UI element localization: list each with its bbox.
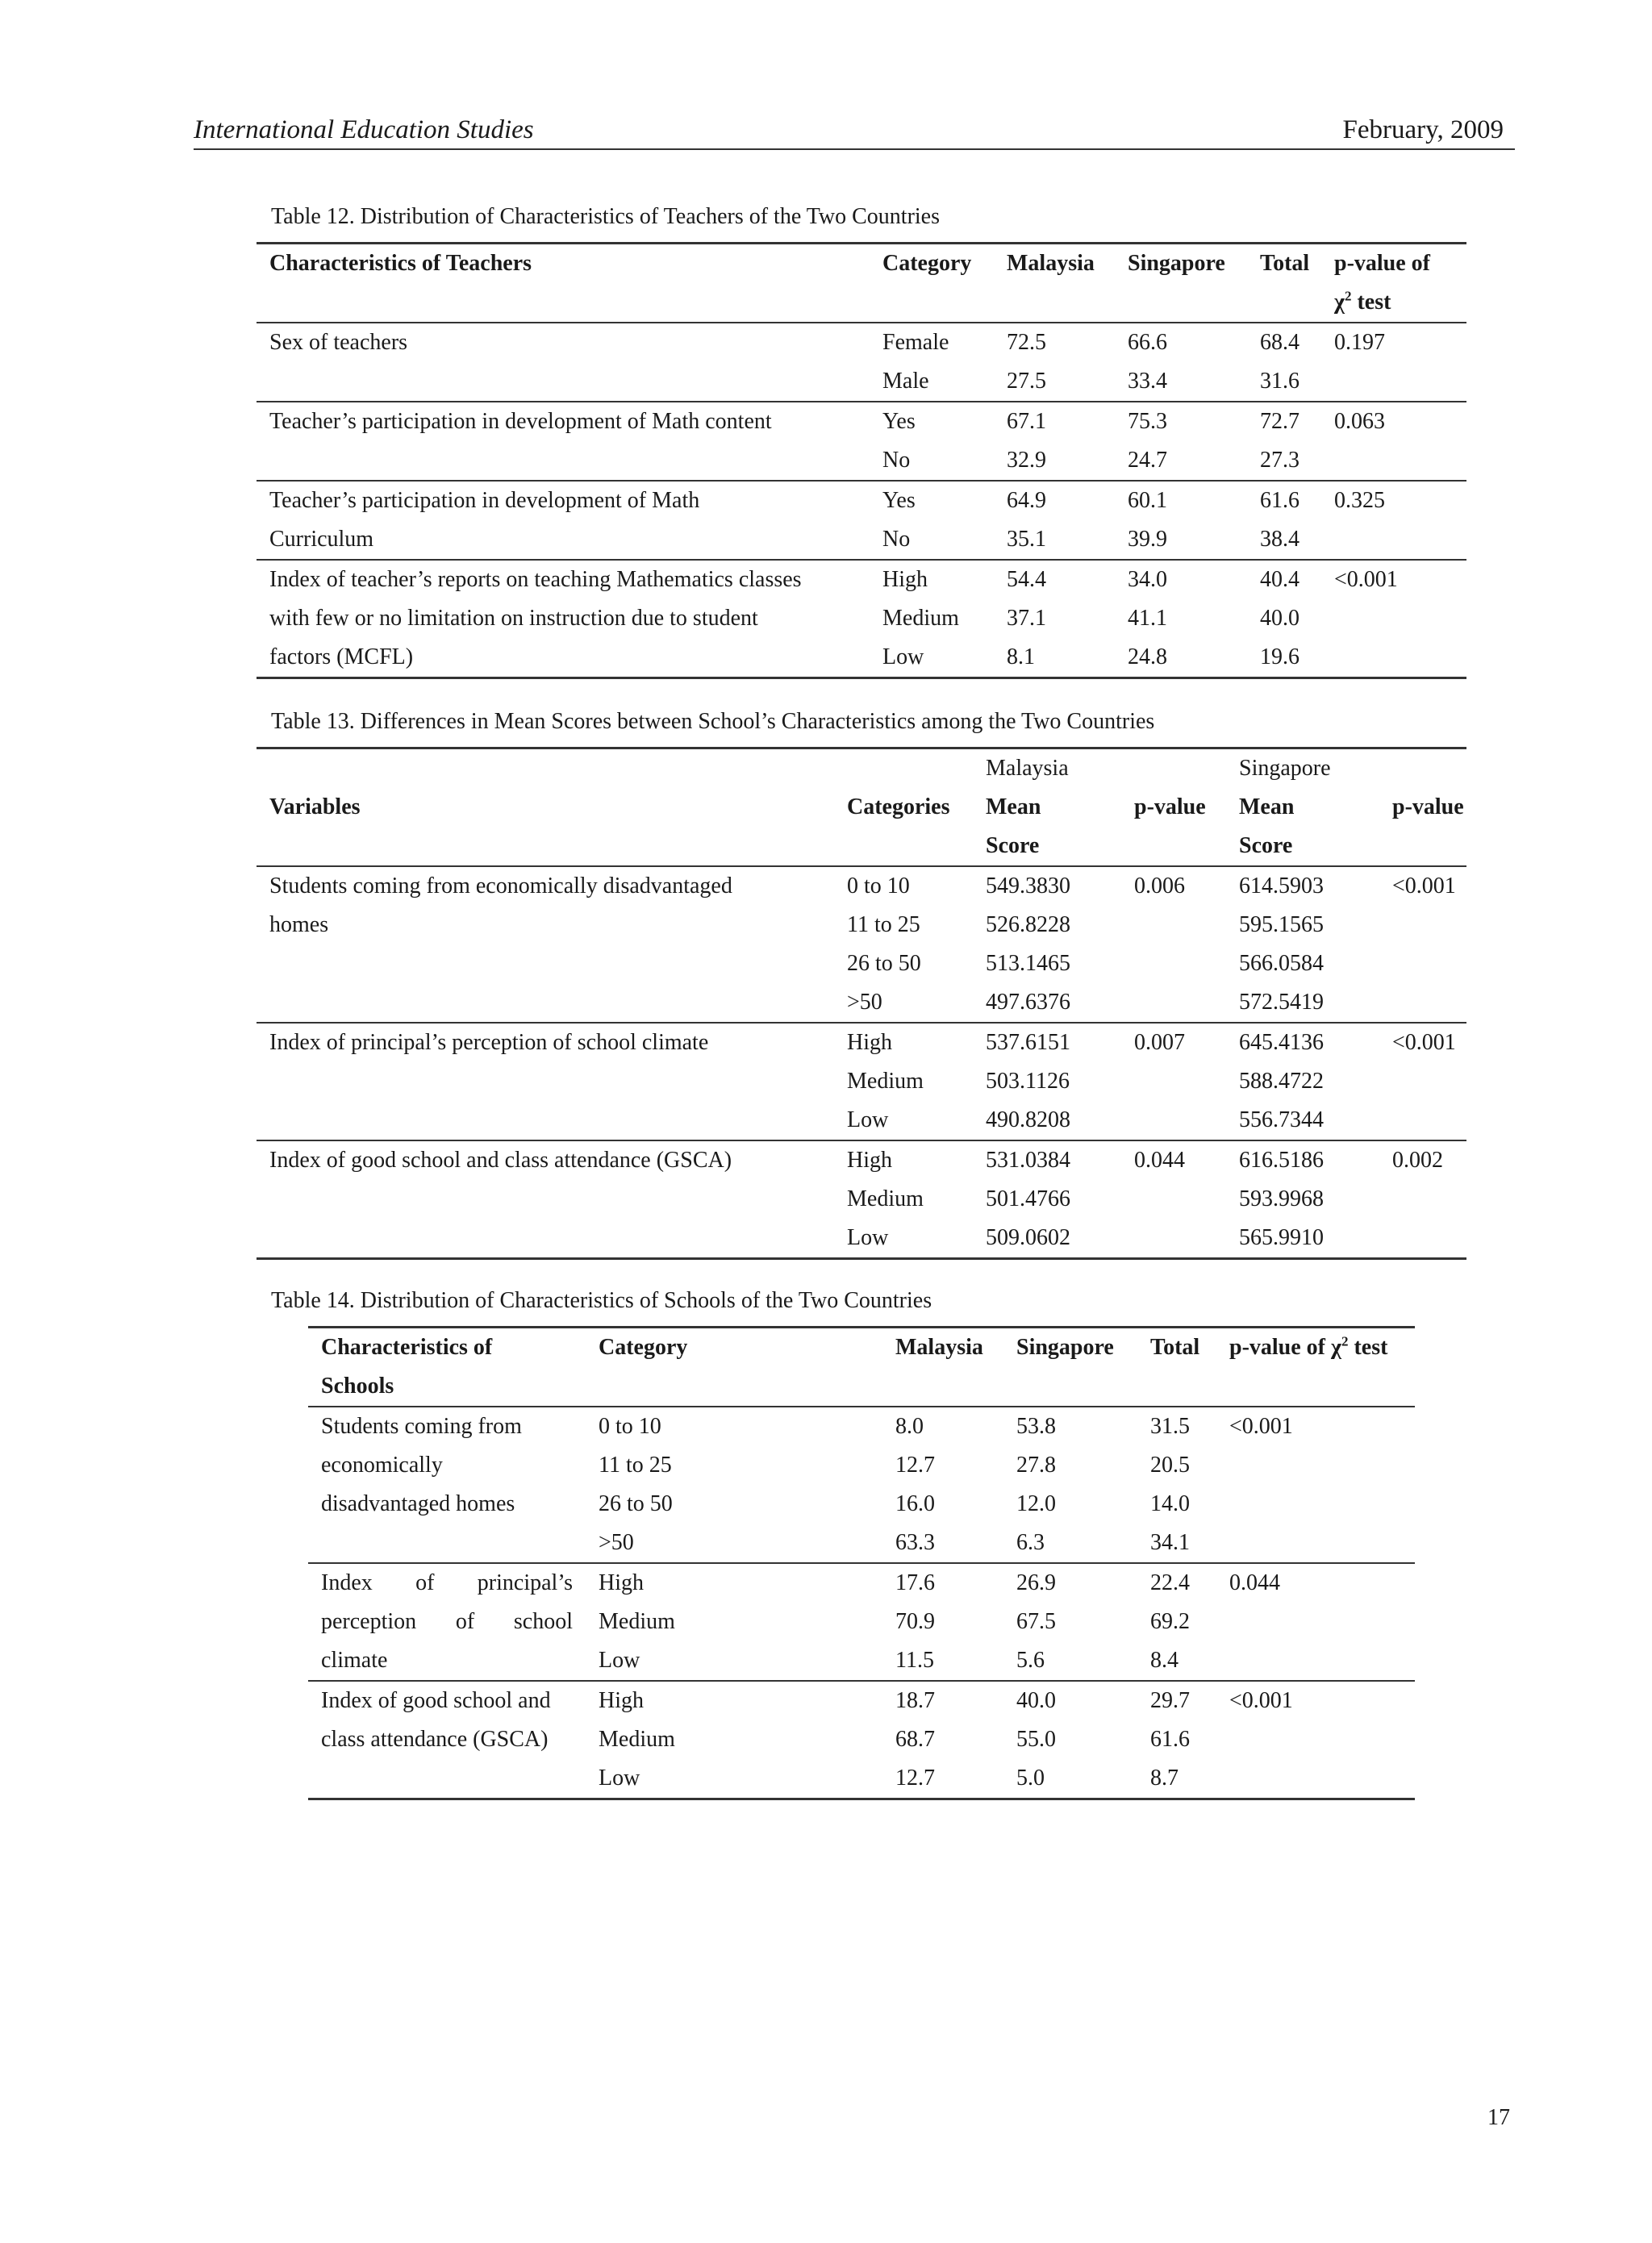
value-cell: [1379, 944, 1466, 983]
col-header: Total: [1260, 251, 1310, 276]
value-cell: 572.5419: [1239, 990, 1324, 1015]
value-cell: 497.6376: [986, 990, 1070, 1015]
category-cell: 11 to 25: [847, 912, 920, 937]
value-cell: 490.8208: [986, 1107, 1070, 1132]
table-row: [257, 520, 1466, 560]
value-cell: 6.3: [1016, 1530, 1045, 1555]
col-header: Malaysia: [1007, 251, 1095, 276]
category-cell: 26 to 50: [599, 1491, 673, 1516]
category-cell: 0 to 10: [847, 873, 910, 898]
value-cell: 22.4: [1137, 1563, 1216, 1603]
table-12: [257, 242, 1466, 679]
value-cell: [1216, 1759, 1415, 1799]
row-label: perception of school: [321, 1609, 573, 1634]
category-cell: Medium: [847, 1186, 924, 1211]
value-cell: 16.0: [895, 1491, 935, 1516]
category-cell: Medium: [599, 1727, 675, 1752]
category-cell: High: [586, 1563, 882, 1603]
category-cell: >50: [847, 990, 882, 1015]
table-13-body: [257, 866, 1466, 1259]
value-cell: 588.4722: [1239, 1069, 1324, 1094]
value-cell: 5.6: [1016, 1648, 1045, 1673]
category-cell: Medium: [599, 1609, 675, 1634]
value-cell: 40.0: [1260, 606, 1299, 631]
value-cell: 593.9968: [1239, 1186, 1324, 1211]
value-cell: 67.5: [1016, 1609, 1056, 1634]
value-cell: 35.1: [1007, 527, 1046, 552]
value-cell: 75.3: [1115, 402, 1247, 441]
row-label: factors (MCFL): [269, 644, 414, 669]
value-cell: 645.4136: [1226, 1023, 1379, 1062]
value-cell: [1321, 441, 1466, 481]
table-row: [257, 1023, 1466, 1062]
value-cell: 503.1126: [986, 1069, 1070, 1094]
value-cell: 12.7: [895, 1766, 935, 1791]
row-label: with few or no limitation on instruction due to student: [269, 606, 758, 631]
row-label: economically: [321, 1453, 443, 1478]
row-label: class attendance (GSCA): [321, 1727, 549, 1752]
category-cell: High: [834, 1140, 973, 1180]
value-cell: 537.6151: [973, 1023, 1121, 1062]
value-cell: [1379, 906, 1466, 944]
table-13-caption: Table 13. Differences in Mean Scores between School’s Characteristics among the Two Countries: [271, 709, 1155, 734]
category-cell: 26 to 50: [847, 951, 921, 976]
table-row: [257, 866, 1466, 906]
value-cell: 12.0: [1016, 1491, 1056, 1516]
value-cell: 27.5: [1007, 369, 1046, 394]
value-cell: <0.001: [1216, 1681, 1415, 1720]
row-label: Sex of teachers: [269, 330, 408, 355]
col-header: Schools: [321, 1374, 394, 1399]
col-header: Characteristics of: [321, 1335, 493, 1360]
value-cell: 24.8: [1128, 644, 1167, 669]
col-header: Singapore: [1016, 1335, 1114, 1360]
col-header: p-value: [1134, 794, 1206, 819]
category-cell: 0 to 10: [599, 1414, 661, 1439]
value-cell: 12.7: [895, 1453, 935, 1478]
row-label: Index of principal’s perception of school climate: [257, 1023, 834, 1062]
value-cell: 38.4: [1260, 527, 1299, 552]
category-cell: High: [834, 1023, 973, 1062]
value-cell: 19.6: [1260, 644, 1299, 669]
value-cell: [1121, 1180, 1226, 1219]
table-14-block: [257, 1287, 1415, 1800]
value-cell: 69.2: [1150, 1609, 1190, 1634]
value-cell: [1321, 599, 1466, 638]
row-label: Teacher’s participation in development of Math: [257, 481, 870, 520]
category-cell: Low: [847, 1107, 889, 1132]
col-header-singapore: Singapore: [1239, 756, 1331, 781]
table-row: [257, 638, 1466, 678]
category-cell: Low: [882, 644, 924, 669]
col-header: Malaysia: [895, 1335, 983, 1360]
value-cell: 40.4: [1247, 560, 1321, 599]
value-cell: 0.007: [1121, 1023, 1226, 1062]
category-cell: >50: [599, 1530, 634, 1555]
table-row: [308, 1603, 1415, 1641]
table-row: [308, 1407, 1415, 1446]
row-label: climate: [321, 1648, 388, 1673]
value-cell: 31.5: [1150, 1414, 1190, 1439]
col-header: p-value of: [1334, 251, 1430, 276]
col-header: Characteristics of Teachers: [269, 251, 532, 276]
col-header: p-value: [1392, 794, 1464, 819]
row-label: [257, 1101, 834, 1140]
value-cell: 8.4: [1150, 1648, 1179, 1673]
value-cell: 17.6: [882, 1563, 1003, 1603]
value-cell: 0.006: [1134, 873, 1185, 898]
table-row: [257, 560, 1466, 599]
row-label: [257, 944, 834, 983]
value-cell: 526.8228: [986, 912, 1070, 937]
col-header: Variables: [269, 794, 361, 819]
value-cell: 549.3830: [986, 873, 1070, 898]
value-cell: 0.044: [1216, 1563, 1415, 1603]
row-label: disadvantaged homes: [321, 1491, 515, 1516]
value-cell: 566.0584: [1239, 951, 1324, 976]
value-cell: 66.6: [1128, 330, 1167, 355]
table-row: [308, 1681, 1415, 1720]
value-cell: [1379, 1101, 1466, 1140]
row-label: Index of good school and: [308, 1681, 586, 1720]
row-label: homes: [269, 912, 329, 937]
table-row: [257, 944, 1466, 983]
table-row: [257, 1101, 1466, 1140]
col-header-malaysia: Malaysia: [986, 756, 1069, 781]
category-cell: 11 to 25: [599, 1453, 672, 1478]
value-cell: <0.001: [1321, 560, 1466, 599]
value-cell: 63.3: [895, 1530, 935, 1555]
col-header: Mean: [986, 794, 1041, 819]
value-cell: 41.1: [1128, 606, 1167, 631]
value-cell: [1121, 1062, 1226, 1101]
category-cell: Male: [882, 369, 929, 394]
value-cell: 501.4766: [986, 1186, 1070, 1211]
value-cell: [1379, 983, 1466, 1023]
value-cell: 32.9: [1007, 448, 1046, 473]
row-label: [257, 1219, 834, 1259]
table-14-body: [308, 1407, 1415, 1799]
table-row: [257, 362, 1466, 402]
col-header-chi-square: $\chi^2$ test: [1334, 288, 1391, 315]
value-cell: <0.001: [1379, 1023, 1466, 1062]
value-cell: 0.002: [1379, 1140, 1466, 1180]
category-cell: Medium: [882, 606, 959, 631]
table-row: [257, 1062, 1466, 1101]
row-label: Teacher’s participation in development of Math content: [257, 402, 870, 441]
value-cell: [1121, 906, 1226, 944]
value-cell: [1216, 1720, 1415, 1759]
value-cell: 37.1: [1007, 606, 1046, 631]
category-cell: No: [882, 527, 911, 552]
value-cell: 565.9910: [1239, 1225, 1324, 1250]
value-cell: 5.0: [1016, 1766, 1045, 1791]
col-header: Mean: [1239, 794, 1295, 819]
value-cell: [1216, 1524, 1415, 1563]
col-header: Score: [986, 833, 1040, 858]
value-cell: 40.0: [1003, 1681, 1137, 1720]
table-row: [257, 1219, 1466, 1259]
value-cell: 54.4: [994, 560, 1115, 599]
category-cell: Low: [847, 1225, 889, 1250]
value-cell: 61.6: [1247, 481, 1321, 520]
table-row: [308, 1759, 1415, 1799]
issue-date: February, 2009: [1342, 115, 1504, 144]
table-row: [257, 906, 1466, 944]
value-cell: [1379, 1219, 1466, 1259]
row-label: Curriculum: [269, 527, 374, 552]
value-cell: [1321, 362, 1466, 402]
value-cell: [1216, 1641, 1415, 1681]
value-cell: [1216, 1485, 1415, 1524]
value-cell: [1379, 1062, 1466, 1101]
row-label: Index of principal’s: [308, 1563, 586, 1603]
value-cell: 67.1: [994, 402, 1115, 441]
category-cell: Yes: [870, 481, 994, 520]
value-cell: <0.001: [1392, 873, 1456, 898]
value-cell: 55.0: [1016, 1727, 1056, 1752]
row-label: Students coming from: [321, 1414, 522, 1439]
table-14-caption: Table 14. Distribution of Characteristics of Schools of the Two Countries: [271, 1288, 932, 1313]
col-header: Category: [599, 1335, 688, 1360]
category-cell: Low: [599, 1648, 640, 1673]
value-cell: 513.1465: [986, 951, 1070, 976]
value-cell: [1121, 983, 1226, 1023]
row-label: [257, 983, 834, 1023]
value-cell: 595.1565: [1239, 912, 1324, 937]
value-cell: 614.5903: [1239, 873, 1324, 898]
value-cell: 556.7344: [1239, 1107, 1324, 1132]
value-cell: 72.7: [1247, 402, 1321, 441]
value-cell: 68.4: [1260, 330, 1299, 355]
value-cell: [1216, 1603, 1415, 1641]
value-cell: 0.063: [1321, 402, 1466, 441]
table-row: [257, 983, 1466, 1023]
category-cell: Low: [599, 1766, 640, 1791]
row-label: [308, 1524, 586, 1563]
page-number: 17: [1487, 2105, 1510, 2130]
table-row: [257, 481, 1466, 520]
table-row: [257, 1180, 1466, 1219]
value-cell: 29.7: [1137, 1681, 1216, 1720]
col-header: Singapore: [1128, 251, 1225, 276]
value-cell: 0.325: [1321, 481, 1466, 520]
value-cell: 0.044: [1121, 1140, 1226, 1180]
table-13-block: [257, 708, 1466, 1260]
value-cell: 11.5: [895, 1648, 934, 1673]
value-cell: 34.1: [1150, 1530, 1190, 1555]
category-cell: No: [882, 448, 911, 473]
value-cell: 8.7: [1150, 1766, 1179, 1791]
col-header: Categories: [847, 794, 950, 819]
table-row: [257, 441, 1466, 481]
value-cell: [1379, 1180, 1466, 1219]
row-label: Index of good school and class attendance (GSCA): [257, 1140, 834, 1180]
table-row: [308, 1524, 1415, 1563]
value-cell: 616.5186: [1226, 1140, 1379, 1180]
value-cell: 20.5: [1150, 1453, 1190, 1478]
table-12-caption: Table 12. Distribution of Characteristics of Teachers of the Two Countries: [271, 204, 940, 229]
value-cell: [1121, 1101, 1226, 1140]
value-cell: 0.197: [1334, 330, 1385, 355]
value-cell: 39.9: [1128, 527, 1167, 552]
value-cell: 8.0: [895, 1414, 924, 1439]
value-cell: <0.001: [1229, 1414, 1293, 1439]
value-cell: 14.0: [1150, 1491, 1190, 1516]
value-cell: 70.9: [895, 1609, 935, 1634]
table-row: [257, 599, 1466, 638]
category-cell: Female: [882, 330, 949, 355]
category-cell: Yes: [870, 402, 994, 441]
value-cell: [1321, 520, 1466, 560]
table-row: [257, 323, 1466, 362]
value-cell: [1121, 944, 1226, 983]
col-header-chi-square: p-value of $\chi^2$ test: [1229, 1333, 1388, 1360]
table-12-body: [257, 323, 1466, 678]
value-cell: [1121, 1219, 1226, 1259]
col-header: Score: [1239, 833, 1293, 858]
value-cell: 27.8: [1016, 1453, 1056, 1478]
value-cell: 68.7: [895, 1727, 935, 1752]
table-row: [257, 1140, 1466, 1180]
category-cell: High: [870, 560, 994, 599]
col-header: Category: [882, 251, 972, 276]
running-header: [194, 111, 1515, 150]
value-cell: 31.6: [1260, 369, 1299, 394]
value-cell: 33.4: [1128, 369, 1167, 394]
table-14: [308, 1326, 1415, 1800]
table-row: [308, 1485, 1415, 1524]
row-label: [257, 362, 870, 402]
table-row: [308, 1563, 1415, 1603]
value-cell: [1216, 1446, 1415, 1485]
table-row: [257, 402, 1466, 441]
row-label: [257, 441, 870, 481]
row-label: [257, 1062, 834, 1101]
category-cell: Medium: [847, 1069, 924, 1094]
row-label: Index of teacher’s reports on teaching Mathematics classes: [257, 560, 870, 599]
value-cell: 61.6: [1150, 1727, 1190, 1752]
value-cell: 26.9: [1003, 1563, 1137, 1603]
table-row: [308, 1446, 1415, 1485]
value-cell: [1321, 638, 1466, 678]
value-cell: 64.9: [994, 481, 1115, 520]
value-cell: 8.1: [1007, 644, 1035, 669]
category-cell: High: [586, 1681, 882, 1720]
row-label: [308, 1759, 586, 1799]
journal-title: International Education Studies: [194, 115, 534, 144]
value-cell: 72.5: [1007, 330, 1046, 355]
value-cell: 53.8: [1016, 1414, 1056, 1439]
row-label: [257, 1180, 834, 1219]
value-cell: 531.0384: [973, 1140, 1121, 1180]
value-cell: 60.1: [1115, 481, 1247, 520]
value-cell: 27.3: [1260, 448, 1299, 473]
value-cell: 24.7: [1128, 448, 1167, 473]
table-12-block: [257, 203, 1466, 679]
value-cell: 34.0: [1115, 560, 1247, 599]
row-label: Students coming from economically disadvantaged: [269, 873, 732, 898]
value-cell: 18.7: [882, 1681, 1003, 1720]
table-row: [308, 1720, 1415, 1759]
table-13: [257, 747, 1466, 1260]
table-row: [308, 1641, 1415, 1681]
value-cell: 509.0602: [986, 1225, 1070, 1250]
col-header: Total: [1150, 1335, 1200, 1360]
